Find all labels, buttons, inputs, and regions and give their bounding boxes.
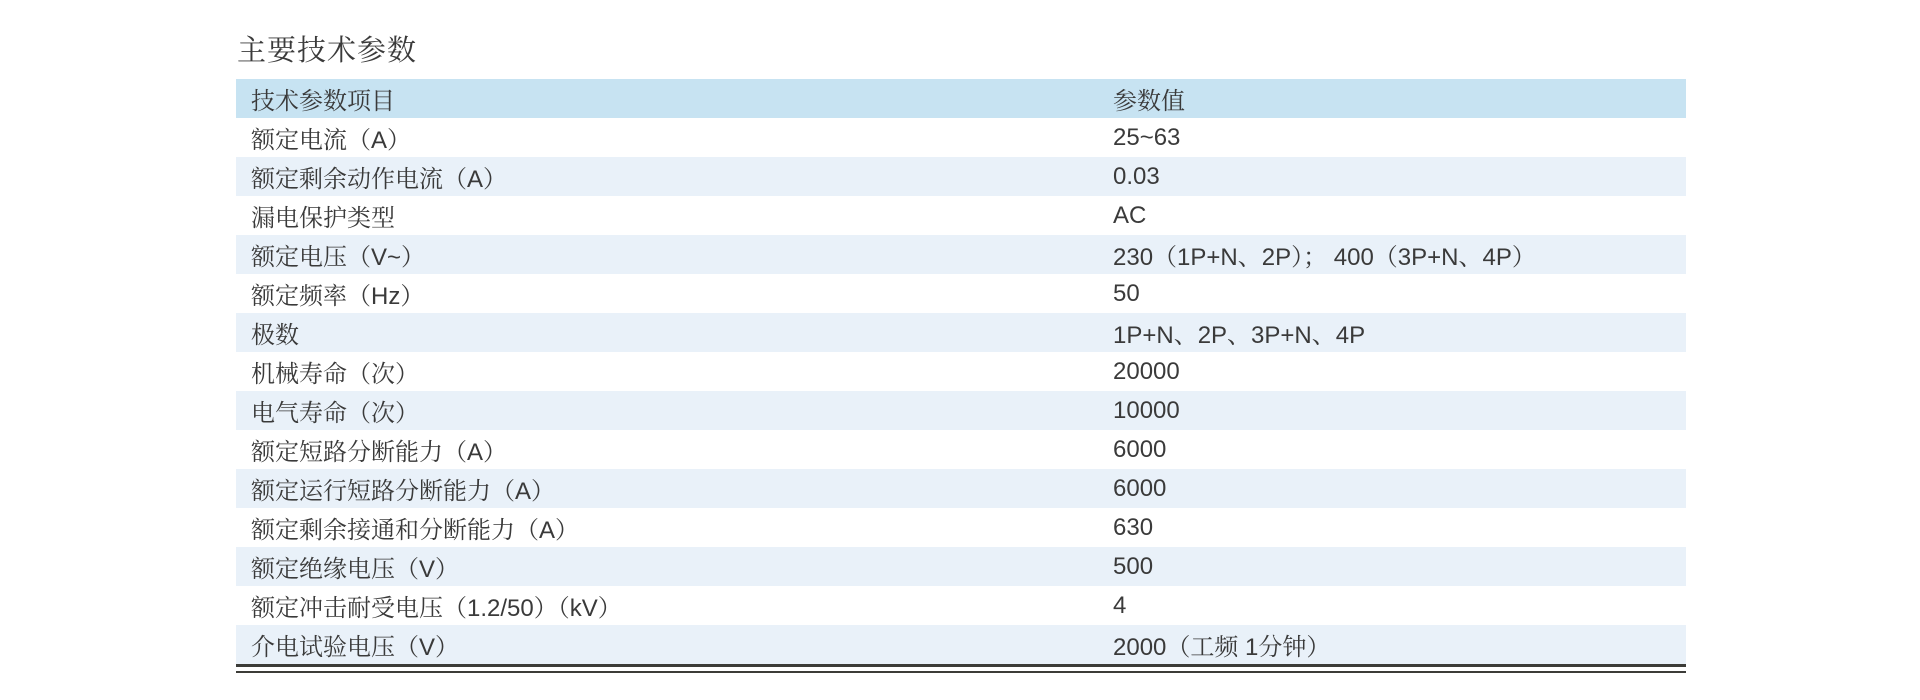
param-name: 额定剩余动作电流（A）: [251, 166, 508, 193]
param-value: 20000: [1113, 357, 1180, 385]
table-row: [236, 625, 1686, 664]
table-row: [236, 118, 1686, 157]
param-name: 漏电保护类型: [251, 205, 395, 232]
param-name: 额定绝缘电压（V）: [251, 556, 460, 583]
table-row: [236, 274, 1686, 313]
param-name: 额定短路分断能力（A）: [251, 439, 508, 466]
page-title: 主要技术参数: [237, 35, 418, 67]
param-value: 0.03: [1113, 162, 1160, 190]
table-row: [236, 352, 1686, 391]
spec-table: [236, 79, 1686, 673]
param-value: 630: [1113, 513, 1154, 541]
param-name: 额定运行短路分断能力（A）: [251, 478, 556, 505]
param-value: 25~63: [1113, 123, 1181, 151]
table-row: [236, 508, 1686, 547]
param-name: 机械寿命（次）: [251, 361, 419, 388]
param-value: 50: [1113, 279, 1140, 307]
table-row: [236, 235, 1686, 274]
table-row: [236, 469, 1686, 508]
table-row: [236, 547, 1686, 586]
table-row: [236, 313, 1686, 352]
column-header-parameter: 技术参数项目: [251, 88, 395, 115]
table-row: [236, 586, 1686, 625]
param-name: 额定频率（Hz）: [251, 283, 425, 310]
table-row: [236, 157, 1686, 196]
param-value: 4: [1113, 591, 1127, 619]
param-name: 额定电流（A）: [251, 127, 412, 154]
param-value: 10000: [1113, 396, 1180, 424]
param-name: 额定电压（V~）: [251, 244, 426, 271]
table-row: [236, 430, 1686, 469]
param-value: 2000（工频 1分钟）: [1113, 634, 1331, 661]
table-row: [236, 196, 1686, 235]
table-bottom-double-rule: [236, 664, 1686, 673]
param-value: 6000: [1113, 435, 1167, 463]
param-value: 500: [1113, 552, 1154, 580]
param-value: 1P+N、2P、3P+N、4P: [1113, 322, 1366, 349]
param-name: 电气寿命（次）: [251, 400, 419, 427]
column-header-value: 参数值: [1113, 88, 1185, 115]
param-name: 额定冲击耐受电压（1.2/50）（kV）: [251, 595, 622, 622]
table-row: [236, 391, 1686, 430]
param-name: 介电试验电压（V）: [251, 634, 460, 661]
table-header-row: [236, 79, 1686, 118]
param-value: AC: [1113, 201, 1147, 229]
param-name: 额定剩余接通和分断能力（A）: [251, 517, 580, 544]
param-name: 极数: [251, 322, 299, 349]
param-value: 230（1P+N、2P）； 400（3P+N、4P）: [1113, 244, 1536, 271]
param-value: 6000: [1113, 474, 1167, 502]
